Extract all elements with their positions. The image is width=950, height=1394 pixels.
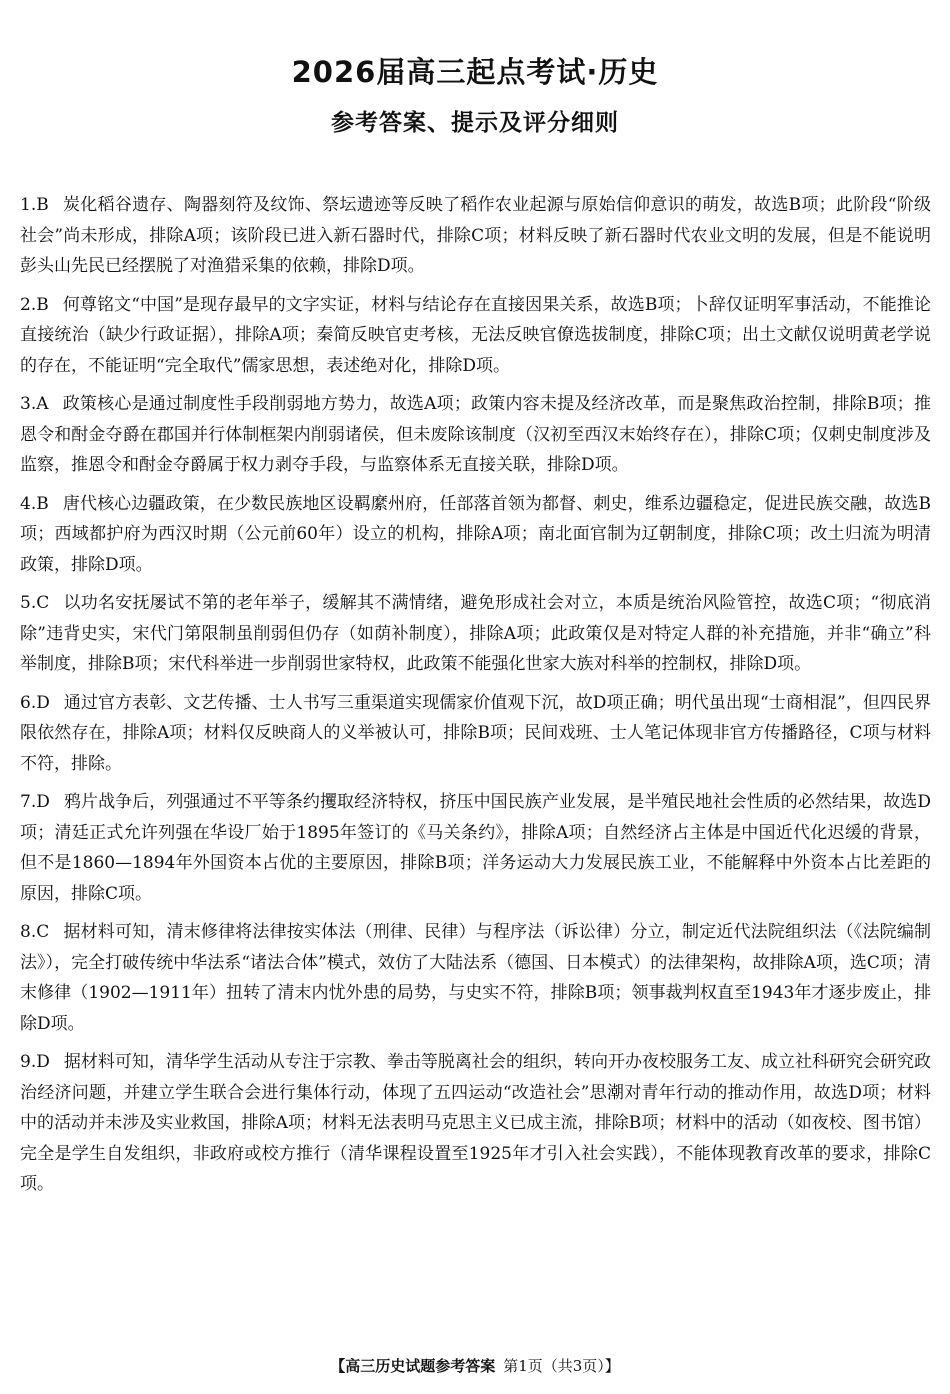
answer-letter: B xyxy=(36,294,49,315)
answer-number: 8. xyxy=(20,922,37,942)
answer-list xyxy=(20,190,931,1208)
answer-explanation: 政策核心是通过制度性手段削弱地方势力，故选A项；政策内容未提及经济改革，而是聚焦政治控制，排除B项；推恩令和酎金夺爵在郡国并行体制框架内削弱诸侯，但未废除该制度（汉初至西汉末始终存在），排除C项；仅刺史制度涉及监察，推恩令和酎金夺爵属于权力剥夺手段，与监察体系无直接关联，排除D项。 xyxy=(20,394,931,475)
answer-item-5 xyxy=(20,588,931,680)
answer-item-6 xyxy=(20,688,931,780)
answer-item-9 xyxy=(20,1047,931,1200)
answer-letter: D xyxy=(36,1052,50,1072)
answer-item-2 xyxy=(20,290,931,382)
answer-number: 4. xyxy=(20,493,37,514)
answer-explanation: 据材料可知，清华学生活动从专注于宗教、拳击等脱离社会的组织，转向开办夜校服务工友、成立社科研究会研究政治经济问题，并建立学生联合会进行集体行动，体现了五四运动“改造社会”思潮对青年行动的推动作用，故选D项；材料中的活动并未涉及实业救国，排除A项；材料无法表明马克思主义已成主流，排除B项；材料中的活动（如夜校、图书馆）完全是学生自发组织，非政府或校方推行（清华课程设置至1925年才引入社会实践），不能体现教育改革的要求，排除C项。 xyxy=(20,1052,931,1194)
answer-letter: B xyxy=(36,493,49,514)
answer-number: 6. xyxy=(20,692,37,713)
answer-number: 7. xyxy=(20,792,37,812)
page-footer xyxy=(0,1355,950,1376)
answer-explanation: 唐代核心边疆政策，在少数民族地区设羁縻州府，任部落首领为都督、刺史，维系边疆稳定，促进民族交融，故选B项；西域都护府为西汉时期（公元前60年）设立的机构，排除A项；南北面官制为辽朝制度，排除C项；改土归流为明清政策，排除D项。 xyxy=(20,493,931,575)
answer-letter: B xyxy=(36,195,49,215)
answer-number: 3. xyxy=(20,394,37,414)
answer-letter: C xyxy=(36,922,50,942)
answer-letter: A xyxy=(36,394,49,414)
answer-number: 5. xyxy=(20,593,37,613)
document-title: 2026届高三起点考试·历史 xyxy=(291,55,659,89)
footer-label: 【高三历史试题参考答案 xyxy=(330,1357,496,1375)
answer-item-3 xyxy=(20,389,931,481)
answer-explanation: 何尊铭文“中国”是现存最早的文字实证，材料与结论存在直接因果关系，故选B项；卜辞仅证明军事活动，不能推论直接统治（缺少行政证据），排除A项；秦简反映官吏考核，无法反映官僚选拔制度，排除C项；出土文献仅说明黄老学说的存在，不能证明“完全取代”儒家思想，表述绝对化，排除D项。 xyxy=(20,294,931,376)
answer-explanation: 以功名安抚屡试不第的老年举子，缓解其不满情绪，避免形成社会对立，本质是统治风险管控，故选C项；“彻底消除”违背史实，宋代门第限制虽削弱但仍存（如荫补制度），排除A项；此政策仅是对特定人群的补充措施，并非“确立”科举制度，排除B项；宋代科举进一步削弱世家特权，此政策不能强化世家大族对科举的控制权，排除D项。 xyxy=(20,593,931,674)
answer-letter: C xyxy=(36,593,50,613)
answer-explanation: 炭化稻谷遗存、陶器刻符及纹饰、祭坛遗迹等反映了稻作农业起源与原始信仰意识的萌发，故选B项；此阶段“阶级社会”尚未形成，排除A项；该阶段已进入新石器时代，排除C项；材料反映了新石器时代农业文明的发展，但是不能说明彭头山先民已经摆脱了对渔猎采集的依赖，排除D项。 xyxy=(20,195,931,276)
answer-explanation: 通过官方表彰、文艺传播、士人书写三重渠道实现儒家价值观下沉，故D项正确；明代虽出现“士商相混”，但四民界限依然存在，排除A项；材料仅反映商人的义举被认可，排除B项；民间戏班、士人笔记体现非官方传播路径，C项与材料不符，排除。 xyxy=(20,692,931,774)
answer-number: 1. xyxy=(20,195,37,215)
answer-letter: D xyxy=(36,792,50,812)
answer-number: 2. xyxy=(20,294,37,315)
answer-item-1 xyxy=(20,190,931,282)
answer-letter: D xyxy=(36,692,50,713)
answer-explanation: 鸦片战争后，列强通过不平等条约攫取经济特权，挤压中国民族产业发展，是半殖民地社会性质的必然结果，故选D项；清廷正式允许列强在华设厂始于1895年签订的《马关条约》，排除A项；自然经济占主体是中国近代化迟缓的背景，但不是1860—1894年外国资本占优的主要原因，排除B项；洋务运动大力发展民族工业，不能解释中外资本占比差距的原因，排除C项。 xyxy=(20,792,931,904)
answer-item-7 xyxy=(20,787,931,909)
answer-explanation: 据材料可知，清末修律将法律按实体法（刑律、民律）与程序法（诉讼律）分立，制定近代法院组织法（《法院编制法》），完全打破传统中华法系“诸法合体”模式，效仿了大陆法系（德国、日本模式）的法律架构，故排除A项，选C项；清末修律（1902—1911年）扭转了清末内忧外患的局势，与史实不符，排除B项；领事裁判权直至1943年才逐步废止，排除D项。 xyxy=(20,922,931,1034)
answer-item-8 xyxy=(20,917,931,1039)
footer-page-number: 第1页（共3页）】 xyxy=(503,1357,620,1375)
answer-number: 9. xyxy=(20,1052,37,1072)
answer-item-4 xyxy=(20,489,931,581)
document-subtitle: 参考答案、提示及评分细则 xyxy=(331,110,619,136)
